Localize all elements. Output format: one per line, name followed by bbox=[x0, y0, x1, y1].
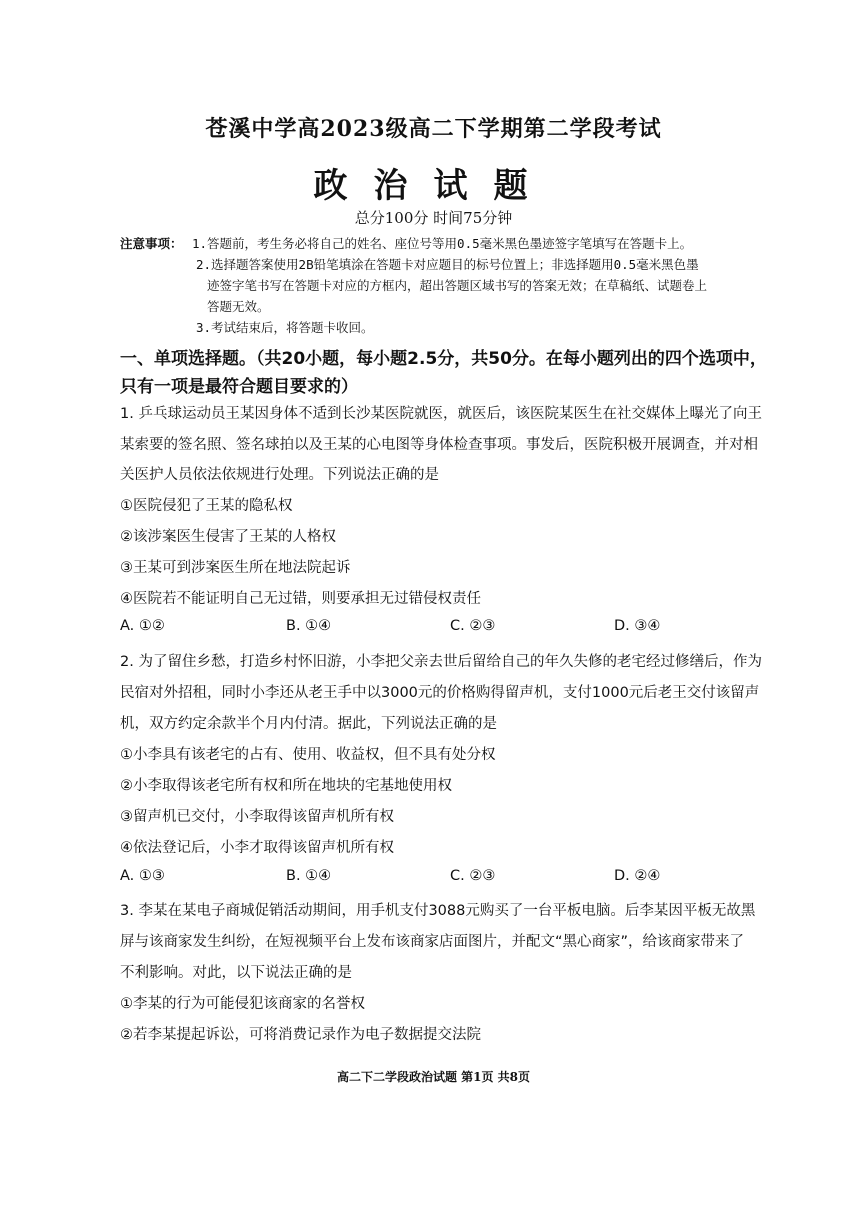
q3-stem-line-2: 屏与该商家发生纠纷，在短视频平台上发布该商家店面图片，并配文“黑心商家”，给该商家带来了 bbox=[120, 934, 745, 950]
q2-statement-3: ③留声机已交付，小李取得该留声机所有权 bbox=[120, 809, 394, 825]
q1-stem-line-1: 1. 乒乓球运动员王某因身体不适到长沙某医院就医，就医后，该医院某医生在社交媒体上曝光了向王 bbox=[120, 406, 762, 422]
q1-option-b: B. ①④ bbox=[286, 618, 332, 634]
q2-stem-line-2: 民宿对外招租，同时小李还从老王手中以3000元的价格购得留声机，支付1000元后老王交付该留声 bbox=[120, 685, 760, 701]
q2-statement-4: ④依法登记后，小李才取得该留声机所有权 bbox=[120, 840, 394, 856]
notice-item-1: 1.答题前，考生务必将自己的姓名、座位号等用0.5毫米黑色墨迹签字笔填写在答题卡上。 bbox=[192, 236, 693, 251]
q1-statement-1: ①医院侵犯了王某的隐私权 bbox=[120, 498, 293, 514]
q3-stem-line-1: 3. 李某在某电子商城促销活动期间，用手机支付3088元购买了一台平板电脑。后李某因平板无故黑 bbox=[120, 903, 756, 919]
q1-stem-line-3: 关医护人员依法依规进行处理。下列说法正确的是 bbox=[120, 467, 439, 483]
q1-option-c: C. ②③ bbox=[450, 618, 496, 634]
notice-item-2-line-3: 答题无效。 bbox=[207, 299, 270, 314]
q2-statement-2: ②小李取得该老宅所有权和所在地块的宅基地使用权 bbox=[120, 778, 452, 794]
section-heading-line-1: 一、单项选择题。（共20小题，每小题2.5分，共50分。在每小题列出的四个选项中， bbox=[120, 349, 767, 369]
section-heading-line-2: 只有一项是最符合题目要求的） bbox=[120, 377, 358, 397]
q1-statement-2: ②该涉案医生侵害了王某的人格权 bbox=[120, 529, 336, 545]
score-and-time: 总分100分 时间75分钟 bbox=[354, 209, 513, 227]
q2-option-b: B. ①④ bbox=[286, 868, 332, 884]
q1-option-a: A. ①② bbox=[120, 618, 165, 634]
q3-statement-1: ①李某的行为可能侵犯该商家的名誉权 bbox=[120, 996, 365, 1012]
notice-label: 注意事项： bbox=[120, 236, 183, 251]
q1-statement-3: ③王某可到涉案医生所在地法院起诉 bbox=[120, 560, 351, 576]
q3-statement-2: ②若李某提起诉讼，可将消费记录作为电子数据提交法院 bbox=[120, 1027, 481, 1043]
subject-title: 政治试题 bbox=[313, 166, 554, 206]
q2-stem-line-3: 机，双方约定余款半个月内付清。据此，下列说法正确的是 bbox=[120, 716, 497, 732]
notice-item-2-line-2: 迹签字笔书写在答题卡对应的方框内，超出答题区域书写的答案无效；在草稿纸、试题卷上 bbox=[207, 278, 708, 293]
q1-stem-line-2: 某索要的签名照、签名球拍以及王某的心电图等身体检查事项。事发后，医院积极开展调查，并对相 bbox=[120, 437, 758, 453]
q2-stem-line-1: 2. 为了留住乡愁，打造乡村怀旧游，小李把父亲去世后留给自己的年久失修的老宅经过修缮后，作为 bbox=[120, 654, 762, 670]
notice-item-3: 3.考试结束后，将答题卡收回。 bbox=[196, 320, 374, 335]
page-footer: 高二下二学段政治试题 第1页 共8页 bbox=[336, 1070, 531, 1084]
notice-item-2-line-1: 2.选择题答案使用2B铅笔填涂在答题卡对应题目的标号位置上；非选择题用0.5毫米黑色墨 bbox=[196, 257, 699, 272]
q2-option-a: A. ①③ bbox=[120, 868, 165, 884]
q1-option-d: D. ③④ bbox=[614, 618, 661, 634]
q1-statement-4: ④医院若不能证明自己无过错，则要承担无过错侵权责任 bbox=[120, 591, 481, 607]
q3-stem-line-3: 不利影响。对此，以下说法正确的是 bbox=[120, 965, 352, 981]
q2-statement-1: ①小李具有该老宅的占有、使用、收益权，但不具有处分权 bbox=[120, 747, 496, 763]
school-exam-title: 苍溪中学高2023级高二下学期第二学段考试 bbox=[205, 116, 662, 142]
q2-option-c: C. ②③ bbox=[450, 868, 496, 884]
q2-option-d: D. ②④ bbox=[614, 868, 661, 884]
